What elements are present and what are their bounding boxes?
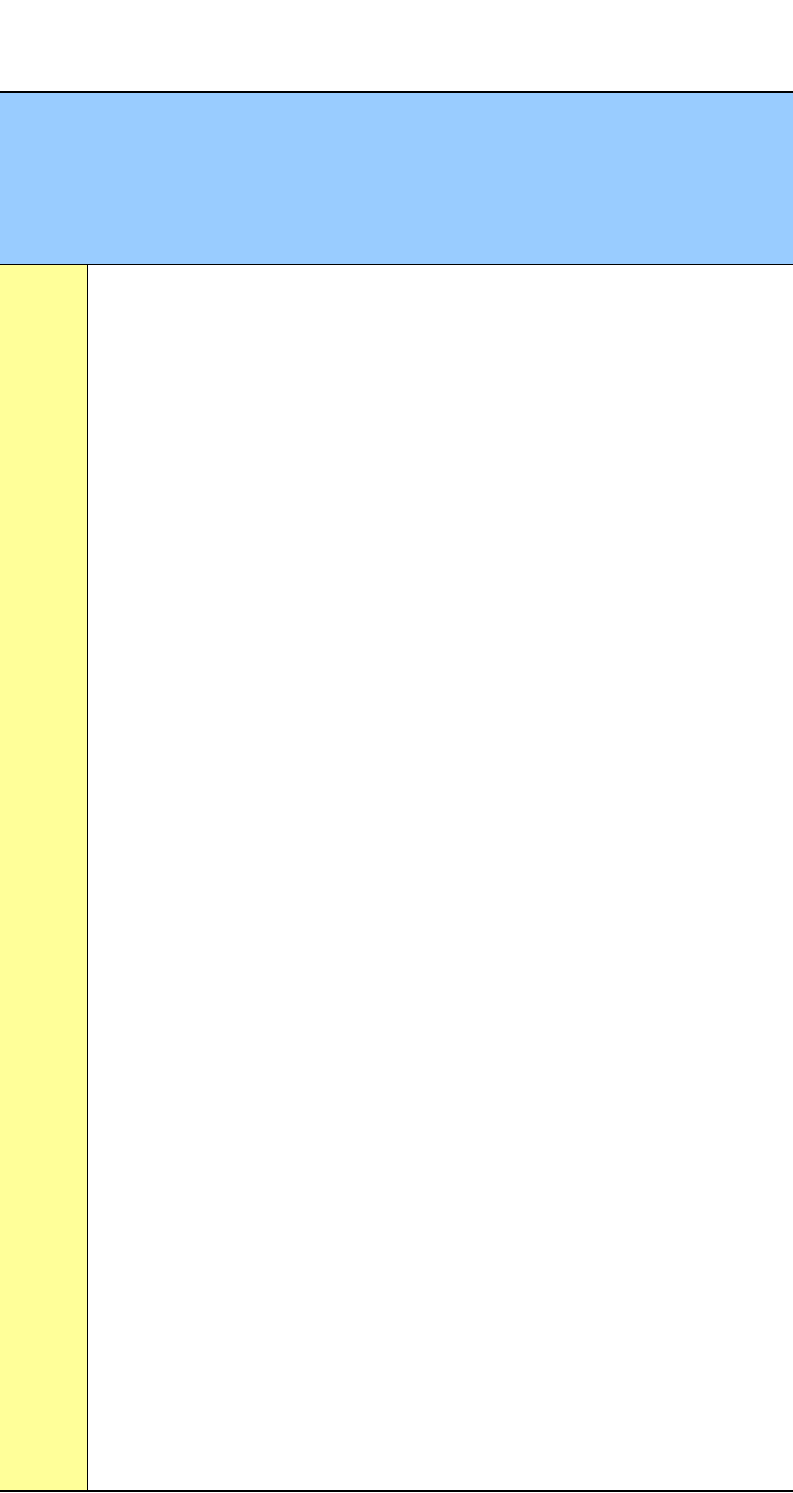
header-age (0, 93, 88, 264)
table-title-cn (6, 4, 20, 25)
bottom-rule (0, 1490, 793, 1492)
table-header (0, 93, 793, 265)
age-column (0, 265, 88, 1491)
header-divider (0, 264, 793, 265)
